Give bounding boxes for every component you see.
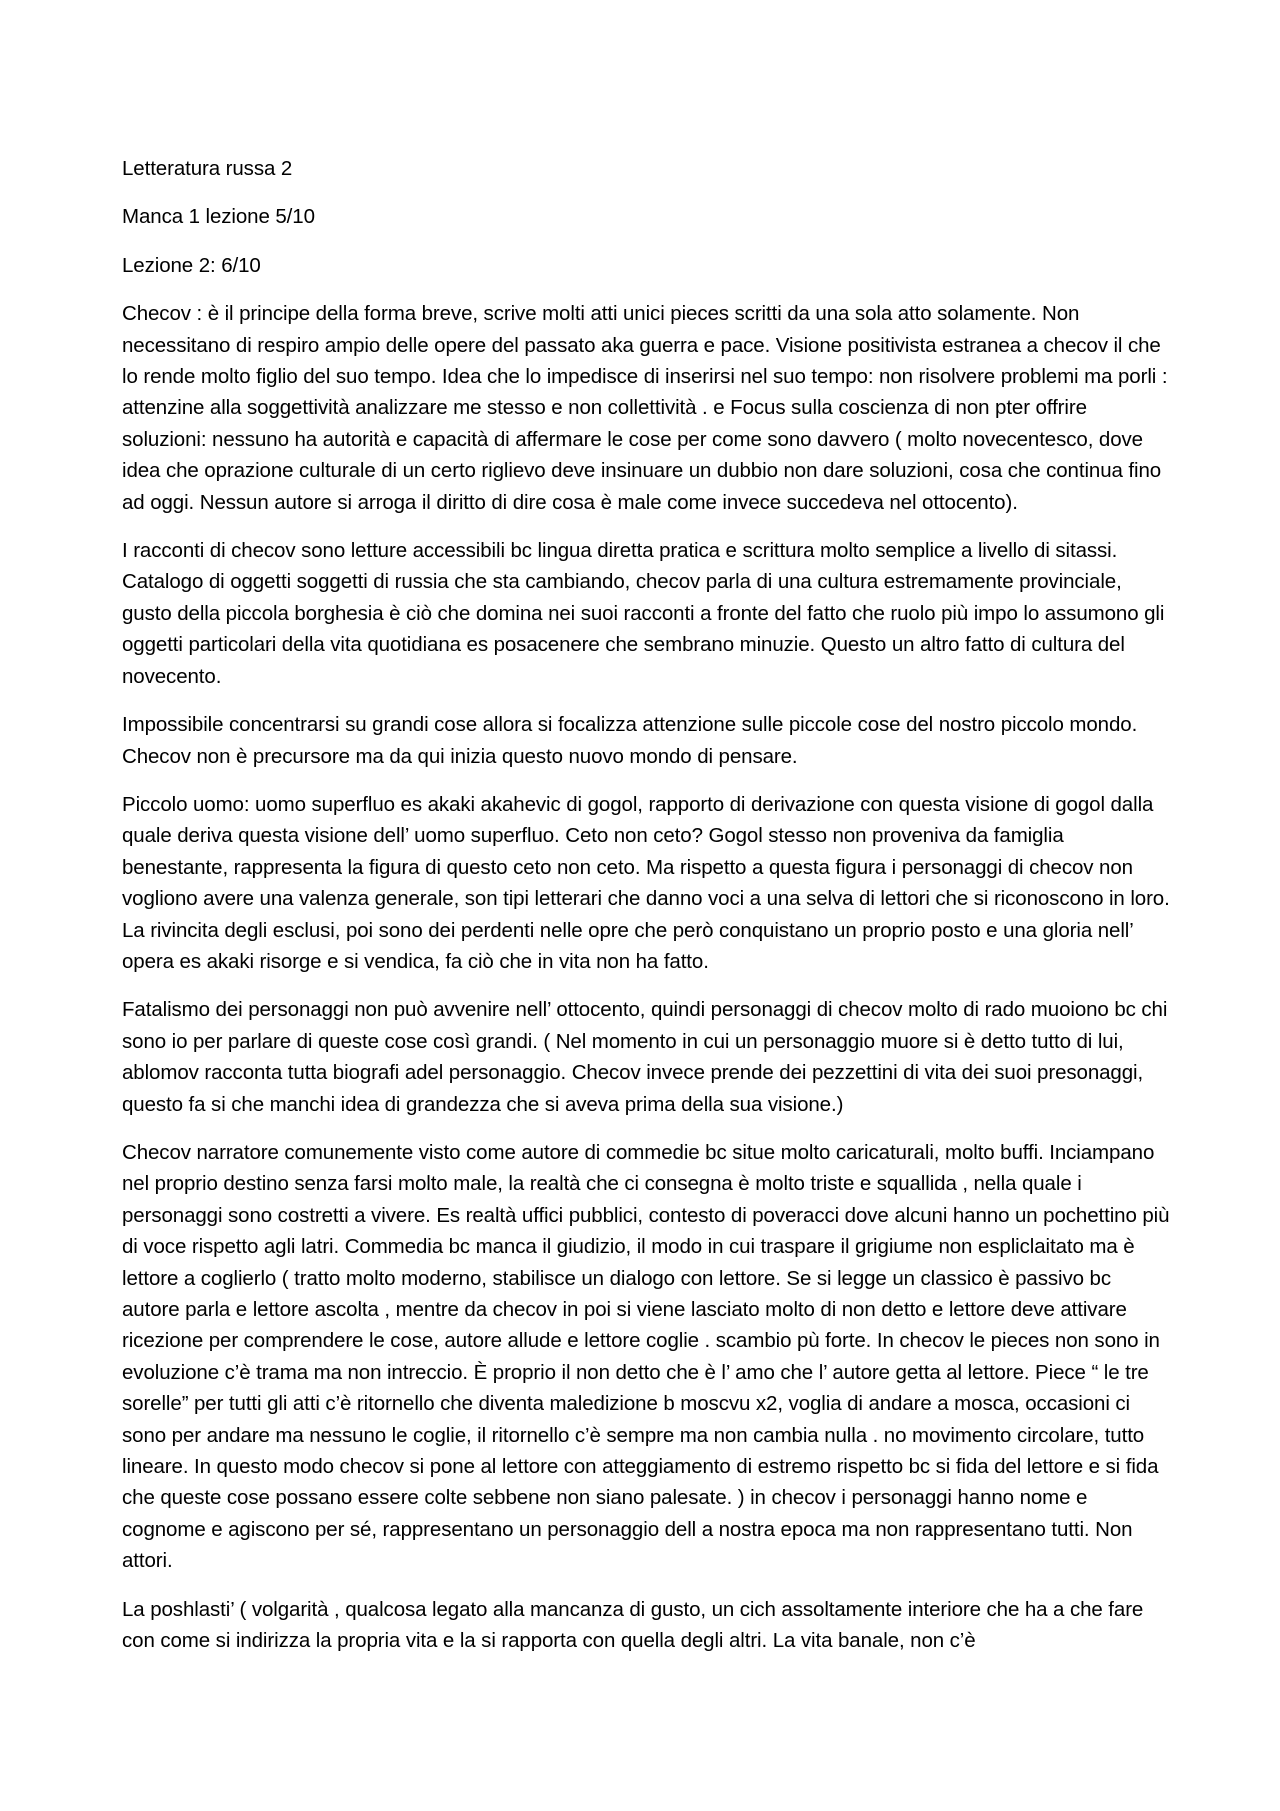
paragraph-checov-intro: Checov : è il principe della forma breve, scrive molti atti unici pieces scritti da una sola atto solamente. Non necessitano di respiro ampio delle opere del passato aka guerra e pace. Visione positivista estranea a checov il che lo rende molto figlio del suo tempo. Idea che lo impedisce di inserirsi nel suo tempo: non risolvere problemi ma porli : attenzine alla soggettività analizzare me stesso e non collettività . e Focus sulla coscienza di non pter offrire soluzioni: nessuno ha autorità e capacità di affermare le cose per come sono davvero ( molto novecentesco, dove idea che oprazione culturale di un certo riglievo deve insinuare un dubbio non dare soluzioni, cosa che continua fino ad oggi. Nessun autore si arroga il diritto di dire cosa è male come invece succedeva nel ottocento). — [122, 302, 1168, 514]
paragraph-narratore: Checov narratore comunemente visto come autore di commedie bc situe molto caricaturali, molto buffi. Inciampano nel proprio destino senza farsi molto male, la realtà che ci consegna è molto triste e squallida , nella quale i personaggi sono costretti a vivere. Es realtà uffici pubblici, contesto di poveracci dove alcuni hanno un pochettino più di voce rispetto agli latri. Commedia bc manca il giudizio, il modo in cui traspare il grigiume non espliclaitato ma è lettore a coglierlo ( tratto molto moderno, stabilisce un dialogo con lettore. Se si legge un classico è passivo bc autore parla e lettore ascolta , mentre da checov in poi si viene lasciato molto di non detto e lettore deve attivare ricezione per comprendere le cose, autore allude e lettore coglie . scambio pù forte. In checov le pieces non sono in evoluzione c’è trama ma non intreccio. È proprio il non detto che è l’ amo che l’ autore getta al lettore. Piece “ le tre sorelle” per tutti gli atti c’è ritornello che diventa maledizione b moscvu x2, voglia di andare a mosca, occasioni ci sono per andare ma nessuno le coglie, il ritornello c’è sempre ma non cambia nulla . no movimento circolare, tutto lineare. In questo modo checov si pone al lettore con atteggiamento di estremo rispetto bc si fida del lettore e si fida che queste cose possano essere colte sebbene non siano palesate. ) in checov i personaggi hanno nome e cognome e agiscono per sé, rappresentano un personaggio dell a nostra epoca ma non rappresentano tutti. Non attori. — [122, 1140, 1170, 1573]
absence-note: Manca 1 lezione 5/10 — [122, 205, 315, 229]
paragraph-fatalismo: Fatalismo dei personaggi non può avvenire nell’ ottocento, quindi personaggi di checov molto di rado muoiono bc chi sono io per parlare di queste cose così grandi. ( Nel momento in cui un personaggio muore si è detto tutto di lui, ablomov racconta tutta biografi adel personaggio. Checov invece prende dei pezzettini di vita dei suoi presonaggi, questo fa si che manchi idea di grandezza che si aveva prima della sua visione.) — [122, 998, 1168, 1116]
paragraph-racconti: I racconti di checov sono letture accessibili bc lingua diretta pratica e scrittura molto semplice a livello di sitassi. Catalogo di oggetti soggetti di russia che sta cambiando, checov parla di una cultura estremamente provinciale, gusto della piccola borghesia è ciò che domina nei suoi racconti a fronte del fatto che ruolo più impo lo assumono gli oggetti particolari della vita quotidiana es posacenere che sembrano minuzie. Questo un altro fatto di cultura del novecento. — [122, 539, 1165, 688]
document-title: Letteratura russa 2 — [122, 157, 293, 180]
paragraph-poshlasti: La poshlasti’ ( volgarità , qualcosa legato alla mancanza di gusto, un cich assoltamente interiore che ha a che fare con come si indirizza la propria vita e la si rapporta con quella degli altri. La vita banale, non c’è — [122, 1597, 1144, 1653]
document-page — [122, 153, 1172, 1673]
paragraph-piccolo-uomo: Piccolo uomo: uomo superfluo es akaki akahevic di gogol, rapporto di derivazione con questa visione di gogol dalla quale deriva questa visione dell’ uomo superfluo. Ceto non ceto? Gogol stesso non proveniva da famiglia benestante, rappresenta la figura di questo ceto non ceto. Ma rispetto a questa figura i personaggi di checov non vogliono avere una valenza generale, son tipi letterari che danno voci a una selva di lettori che si riconoscono in loro. La rivincita degli esclusi, poi sono dei perdenti nelle opre che però conquistano un proprio posto e una gloria nell’ opera es akaki risorge e si vendica, fa ciò che in vita non ha fatto. — [122, 792, 1170, 973]
lesson-date: Lezione 2: 6/10 — [122, 253, 261, 277]
paragraph-piccole-cose: Impossibile concentrarsi su grandi cose allora si focalizza attenzione sulle piccole cose del nostro piccolo mondo. Checov non è precursore ma da qui inizia questo nuovo mondo di pensare. — [122, 713, 1138, 768]
